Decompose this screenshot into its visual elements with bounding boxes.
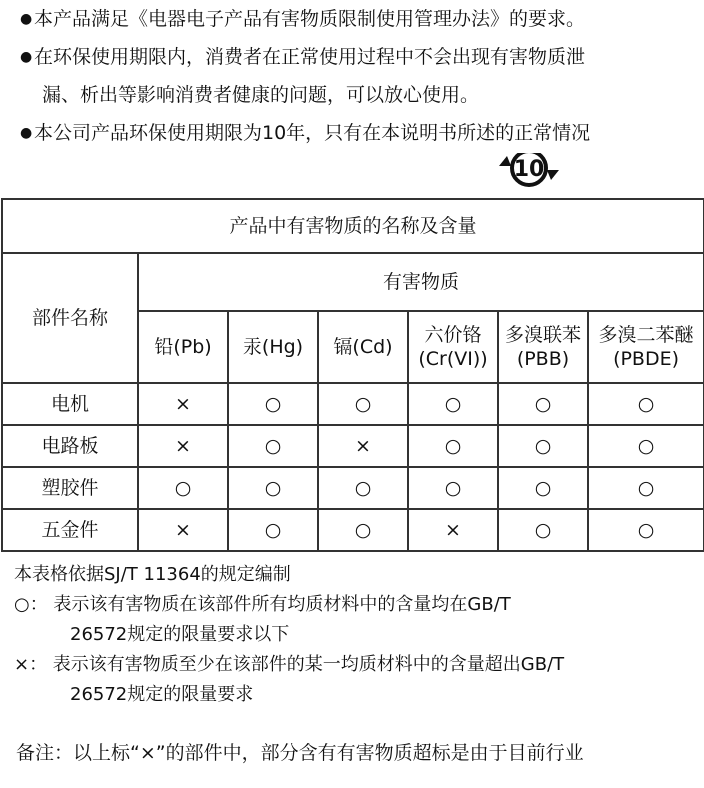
- bullet-item: ●本产品满足《电器电子产品有害物质限制使用管理办法》的要求。: [20, 8, 586, 30]
- circle-legend: ○： 表示该有害物质在该部件所有均质材料中的含量均在GB/T: [14, 594, 511, 615]
- substance-mark: ○: [588, 383, 704, 425]
- table-row: [2, 383, 704, 425]
- substance-mark: ×: [408, 509, 498, 551]
- table-row: [2, 467, 704, 509]
- table-row: [2, 509, 704, 551]
- column-header: 铅(Pb): [138, 311, 228, 383]
- substance-mark: ×: [138, 509, 228, 551]
- column-header: 多溴联苯 (PBB): [498, 311, 588, 383]
- substance-mark: ○: [228, 467, 318, 509]
- bullet-item: ●本公司产品环保使用期限为10年，只有在本说明书所述的正常情况: [20, 122, 591, 144]
- substance-mark: ○: [408, 425, 498, 467]
- substance-mark: ○: [498, 467, 588, 509]
- substance-mark: ○: [138, 467, 228, 509]
- cross-legend: ×： 表示该有害物质至少在该部件的某一均质材料中的含量超出GB/T: [14, 654, 565, 675]
- part-name-cell: 电路板: [2, 425, 138, 467]
- substance-mark: ○: [228, 509, 318, 551]
- substance-mark: ○: [318, 467, 408, 509]
- bullet-item: ●在环保使用期限内，消费者在正常使用过程中不会出现有害物质泄: [20, 46, 586, 68]
- substance-mark: ○: [498, 509, 588, 551]
- substance-mark: ○: [588, 425, 704, 467]
- bullet-item-continued: 漏、析出等影响消费者健康的问题，可以放心使用。: [42, 84, 480, 106]
- substance-mark: ○: [498, 425, 588, 467]
- cross-legend-continued: 26572规定的限量要求: [70, 684, 254, 705]
- substance-mark: ×: [318, 425, 408, 467]
- remark-text: 备注：以上标“×”的部件中，部分含有有害物质超标是由于目前行业: [16, 742, 584, 764]
- standard-note: 本表格依据SJ/T 11364的规定编制: [14, 564, 291, 585]
- column-header: 镉(Cd): [318, 311, 408, 383]
- table-row: [2, 425, 704, 467]
- column-header: 汞(Hg): [228, 311, 318, 383]
- substance-mark: ○: [318, 509, 408, 551]
- circle-legend-continued: 26572规定的限量要求以下: [70, 624, 290, 645]
- substance-mark: ○: [408, 467, 498, 509]
- table-notes: [14, 560, 704, 710]
- part-name-header: 部件名称: [2, 253, 138, 383]
- environmental-protection-use-period-icon: [497, 146, 561, 190]
- epup-number: 10: [513, 157, 545, 182]
- table-title: 产品中有害物质的名称及含量: [2, 199, 704, 253]
- substance-mark: ×: [138, 383, 228, 425]
- part-name-cell: 电机: [2, 383, 138, 425]
- substance-mark: ×: [138, 425, 228, 467]
- substance-mark: ○: [318, 383, 408, 425]
- part-name-cell: 五金件: [2, 509, 138, 551]
- substance-mark: ○: [408, 383, 498, 425]
- hazardous-substance-header: 有害物质: [138, 253, 704, 311]
- column-header: 多溴二苯醚 (PBDE): [588, 311, 704, 383]
- intro-bullets: [20, 0, 700, 152]
- substance-mark: ○: [228, 425, 318, 467]
- column-header: 六价铬 (Cr(VI)): [408, 311, 498, 383]
- substance-mark: ○: [588, 509, 704, 551]
- part-name-cell: 塑胶件: [2, 467, 138, 509]
- substance-mark: ○: [228, 383, 318, 425]
- hazardous-substance-table: [1, 198, 704, 552]
- substance-mark: ○: [498, 383, 588, 425]
- substance-mark: ○: [588, 467, 704, 509]
